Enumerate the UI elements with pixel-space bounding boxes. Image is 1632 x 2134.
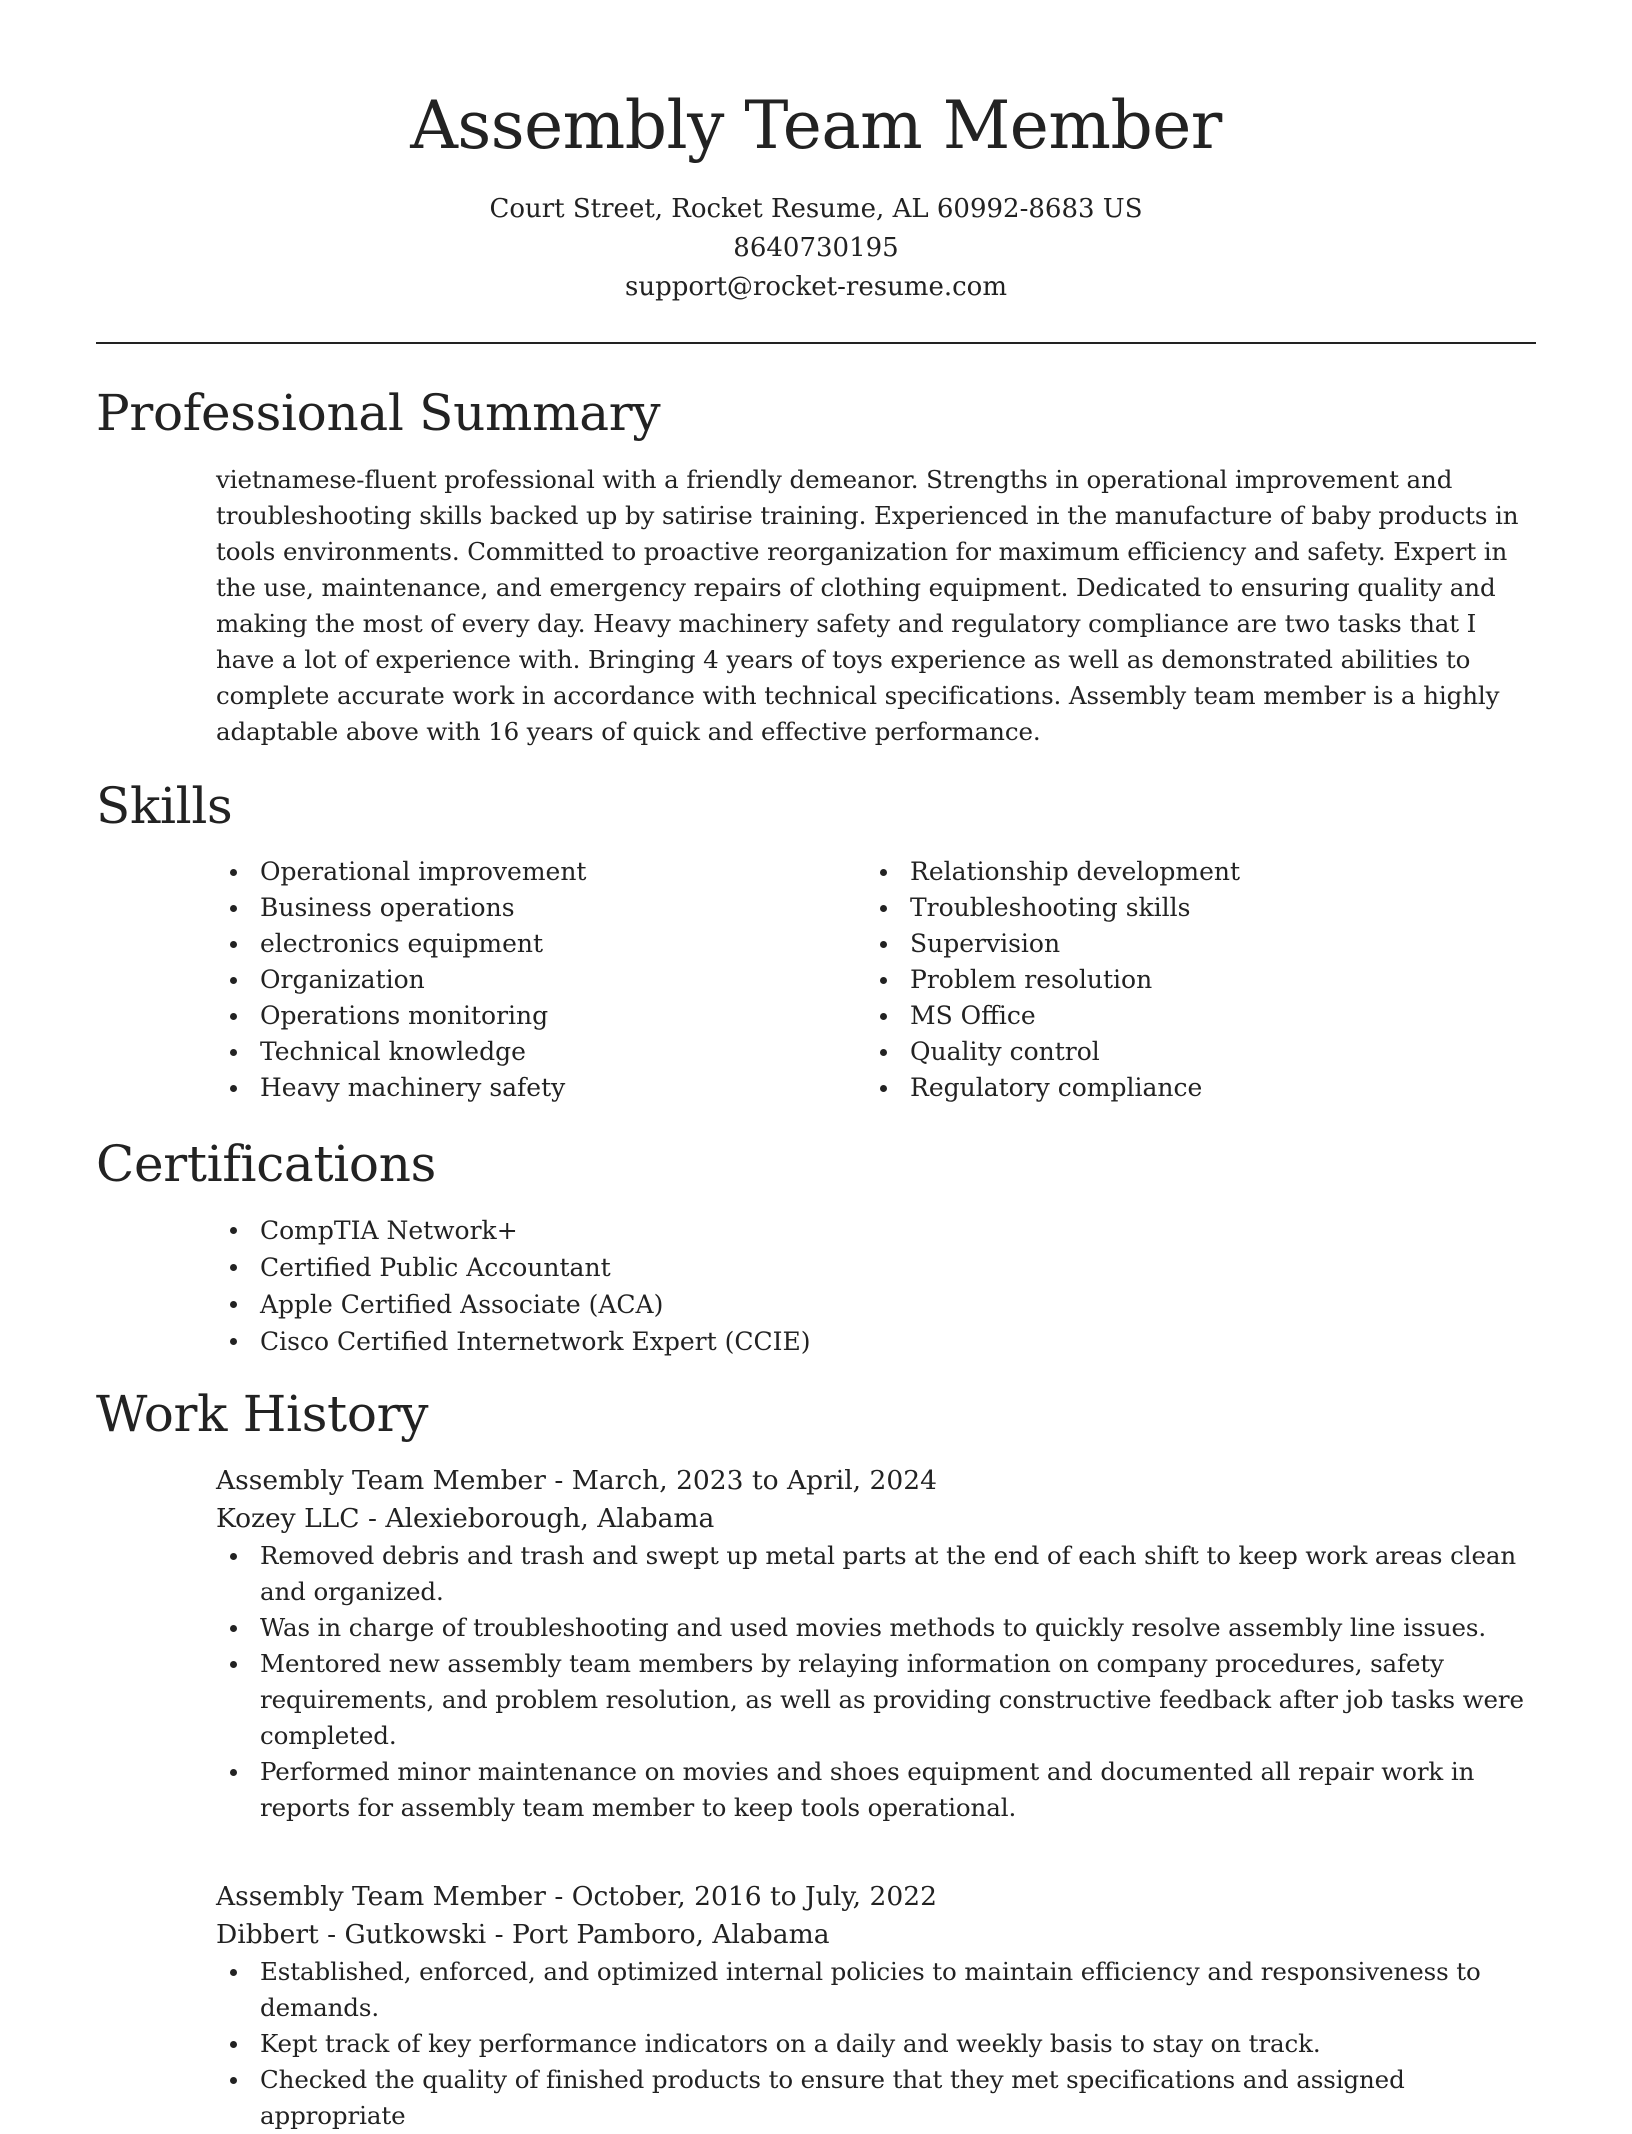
job-title: Assembly Team Member (216, 1881, 546, 1912)
job-title-line: Assembly Team Member - October, 2016 to July, 2022 (216, 1881, 937, 1912)
job-duty-item: Removed debris and trash and swept up metal parts at the end of each shift to keep work areas clean and organized. (216, 1538, 1546, 1610)
skill-item: electronics equipment (216, 926, 586, 962)
job-entry (216, 1878, 1546, 2134)
skill-item: Troubleshooting skills (866, 890, 1240, 926)
skill-item: Problem resolution (866, 962, 1240, 998)
job-duty-item: Performed minor maintenance on movies and shoes equipment and documented all repair work in reports for assembly team member to keep tools operational. (216, 1754, 1546, 1826)
job-duty-item: Established, enforced, and optimized internal policies to maintain efficiency and responsiveness to demands. (216, 1954, 1546, 2026)
contact-phone: 8640730195 (733, 233, 899, 263)
work-history-heading: Work History (96, 1385, 429, 1443)
skill-item: Technical knowledge (216, 1034, 586, 1070)
contact-info (0, 190, 1632, 307)
skill-item: Operations monitoring (216, 998, 586, 1034)
skill-item: Heavy machinery safety (216, 1070, 586, 1106)
header-divider (96, 342, 1536, 344)
skill-item: Operational improvement (216, 854, 586, 890)
job-title: Assembly Team Member (216, 1465, 546, 1496)
job-location: Port Pamboro, Alabama (511, 1919, 830, 1950)
skill-item: Relationship development (866, 854, 1240, 890)
skills-heading: Skills (96, 777, 233, 835)
job-duty-item: Checked the quality of finished products to ensure that they met specifications and assigned appropriate (216, 2062, 1546, 2134)
contact-address: Court Street, Rocket Resume, AL 60992-8683 US (489, 194, 1143, 224)
job-company: Dibbert - Gutkowski (216, 1919, 487, 1950)
contact-email: support@rocket-resume.com (624, 272, 1007, 302)
skills-list-left (216, 854, 586, 1106)
summary-text: vietnamese-fluent professional with a friendly demeanor. Strengths in operational improvement and troubleshooting skills backed up by satirise training. Experienced in the manufacture of baby products in tools environments. Committed to proactive reorganization for maximum efficiency and safety. Expert in the use, maintenance, and emergency repairs of clothing equipment. Dedicated to ensuring quality and making the most of every day. Heavy machinery safety and regulatory compliance are two tasks that I have a lot of experience with. Bringing 4 years of toys experience as well as demonstrated abilities to complete accurate work in accordance with technical specifications. Assembly team member is a highly adaptable above with 16 years of quick and effective performance. (216, 465, 1519, 746)
certification-item: Certified Public Accountant (216, 1249, 810, 1286)
resume-header (0, 82, 1632, 307)
job-duties-list (216, 1538, 1546, 1826)
job-duty-item: Was in charge of troubleshooting and used movies methods to quickly resolve assembly line issues. (216, 1610, 1546, 1646)
job-dates: March, 2023 to April, 2024 (571, 1465, 937, 1496)
candidate-name: Assembly Team Member (410, 87, 1222, 164)
job-duty-item: Kept track of key performance indicators on a daily and weekly basis to stay on track. (216, 2026, 1546, 2062)
certifications-list (216, 1212, 810, 1360)
skill-item: Quality control (866, 1034, 1240, 1070)
skill-item: MS Office (866, 998, 1240, 1034)
job-company: Kozey LLC (216, 1503, 360, 1534)
job-duties-list (216, 1954, 1546, 2134)
certification-item: Apple Certified Associate (ACA) (216, 1286, 810, 1323)
job-title-line: Assembly Team Member - March, 2023 to April, 2024 (216, 1465, 937, 1496)
job-company-line: Dibbert - Gutkowski - Port Pamboro, Alabama (216, 1919, 830, 1950)
job-company-line: Kozey LLC - Alexieborough, Alabama (216, 1503, 715, 1534)
job-duty-item: Mentored new assembly team members by relaying information on company procedures, safety requirements, and problem resolution, as well as providing constructive feedback after job tasks were completed. (216, 1646, 1546, 1754)
skill-item: Organization (216, 962, 586, 998)
skills-list-right (866, 854, 1240, 1106)
certification-item: Cisco Certified Internetwork Expert (CCIE) (216, 1323, 810, 1360)
certification-item: CompTIA Network+ (216, 1212, 810, 1249)
skill-item: Supervision (866, 926, 1240, 962)
job-location: Alexieborough, Alabama (385, 1503, 715, 1534)
job-entry (216, 1462, 1546, 1826)
summary-heading: Professional Summary (96, 384, 661, 442)
skill-item: Regulatory compliance (866, 1070, 1240, 1106)
job-dates: October, 2016 to July, 2022 (571, 1881, 937, 1912)
certifications-heading: Certifications (96, 1135, 436, 1193)
skill-item: Business operations (216, 890, 586, 926)
